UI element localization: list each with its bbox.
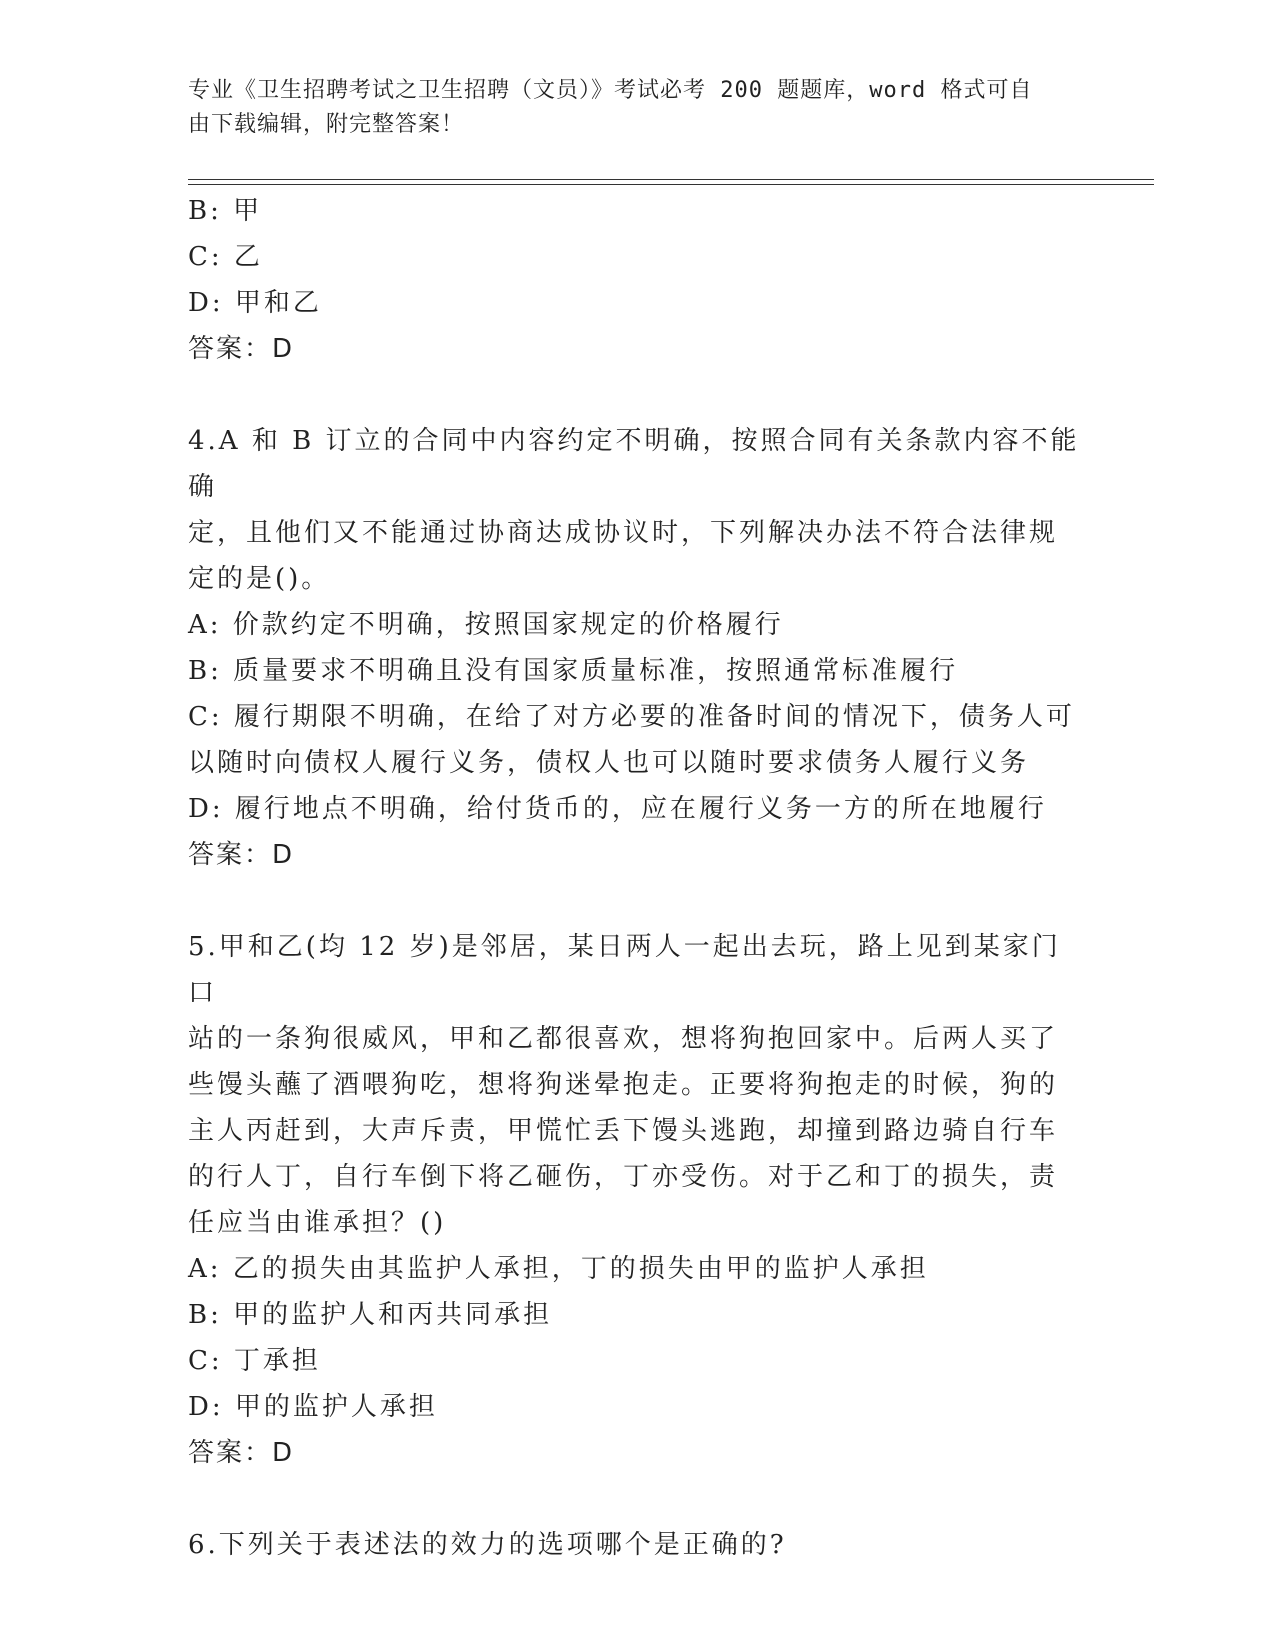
option-b: B: 甲 <box>188 196 263 226</box>
option-b: B: 质量要求不明确且没有国家质量标准，按照通常标准履行 <box>188 656 959 686</box>
question-stem-line: 4.A 和 B 订立的合同中内容约定不明确，按照合同有关条款内容不能确 <box>188 426 1080 502</box>
spacer <box>188 372 1088 418</box>
header-line-1: 专业《卫生招聘考试之卫生招聘（文员）》考试必考 200 题题库，word 格式可自 <box>188 78 1033 103</box>
spacer <box>188 878 1088 924</box>
question-stem-line: 些馒头蘸了酒喂狗吃，想将狗迷晕抱走。正要将狗抱走的时候，狗的 <box>188 1070 1059 1100</box>
document-header <box>188 74 1068 142</box>
option-a: A: 乙的损失由其监护人承担，丁的损失由甲的监护人承担 <box>188 1254 929 1284</box>
question-stem-line: 定的是()。 <box>188 564 331 594</box>
answer-line: 答案：D <box>188 334 295 364</box>
option-c: C: 履行期限不明确，在给了对方必要的准备时间的情况下，债务人可 <box>188 702 1075 732</box>
answer-line: 答案：D <box>188 1438 295 1468</box>
question-stem-line: 6.下列关于表述法的效力的选项哪个是正确的? <box>188 1530 787 1560</box>
document-body <box>188 188 1088 1568</box>
option-d: D: 甲和乙 <box>188 288 322 318</box>
option-b: B: 甲的监护人和丙共同承担 <box>188 1300 553 1330</box>
question-stem-line: 定，且他们又不能通过协商达成协议时，下列解决办法不符合法律规 <box>188 518 1059 548</box>
header-divider-bottom <box>188 184 1154 185</box>
question-6 <box>188 1522 1088 1568</box>
option-d: D: 甲的监护人承担 <box>188 1392 438 1422</box>
question-stem-line: 5.甲和乙(均 12 岁)是邻居，某日两人一起出去玩，路上见到某家门口 <box>188 932 1061 1008</box>
option-c-continued: 以随时向债权人履行义务，债权人也可以随时要求债务人履行义务 <box>188 748 1030 778</box>
question-stem-line: 站的一条狗很威风，甲和乙都很喜欢，想将狗抱回家中。后两人买了 <box>188 1024 1059 1054</box>
question-5 <box>188 924 1088 1476</box>
question-3-tail <box>188 188 1088 372</box>
question-4 <box>188 418 1088 878</box>
option-d: D: 履行地点不明确，给付货币的，应在履行义务一方的所在地履行 <box>188 794 1047 824</box>
header-divider-top <box>188 179 1154 180</box>
spacer <box>188 1476 1088 1522</box>
header-line-2: 由下载编辑，附完整答案！ <box>188 112 465 137</box>
option-c: C: 丁承担 <box>188 1346 321 1376</box>
question-stem-line: 的行人丁，自行车倒下将乙砸伤，丁亦受伤。对于乙和丁的损失，责 <box>188 1162 1059 1192</box>
question-stem-line: 主人丙赶到，大声斥责，甲慌忙丢下馒头逃跑，却撞到路边骑自行车 <box>188 1116 1059 1146</box>
question-stem-line: 任应当由谁承担？() <box>188 1208 447 1238</box>
option-c: C: 乙 <box>188 242 263 272</box>
option-a: A: 价款约定不明确，按照国家规定的价格履行 <box>188 610 784 640</box>
answer-line: 答案：D <box>188 840 295 870</box>
